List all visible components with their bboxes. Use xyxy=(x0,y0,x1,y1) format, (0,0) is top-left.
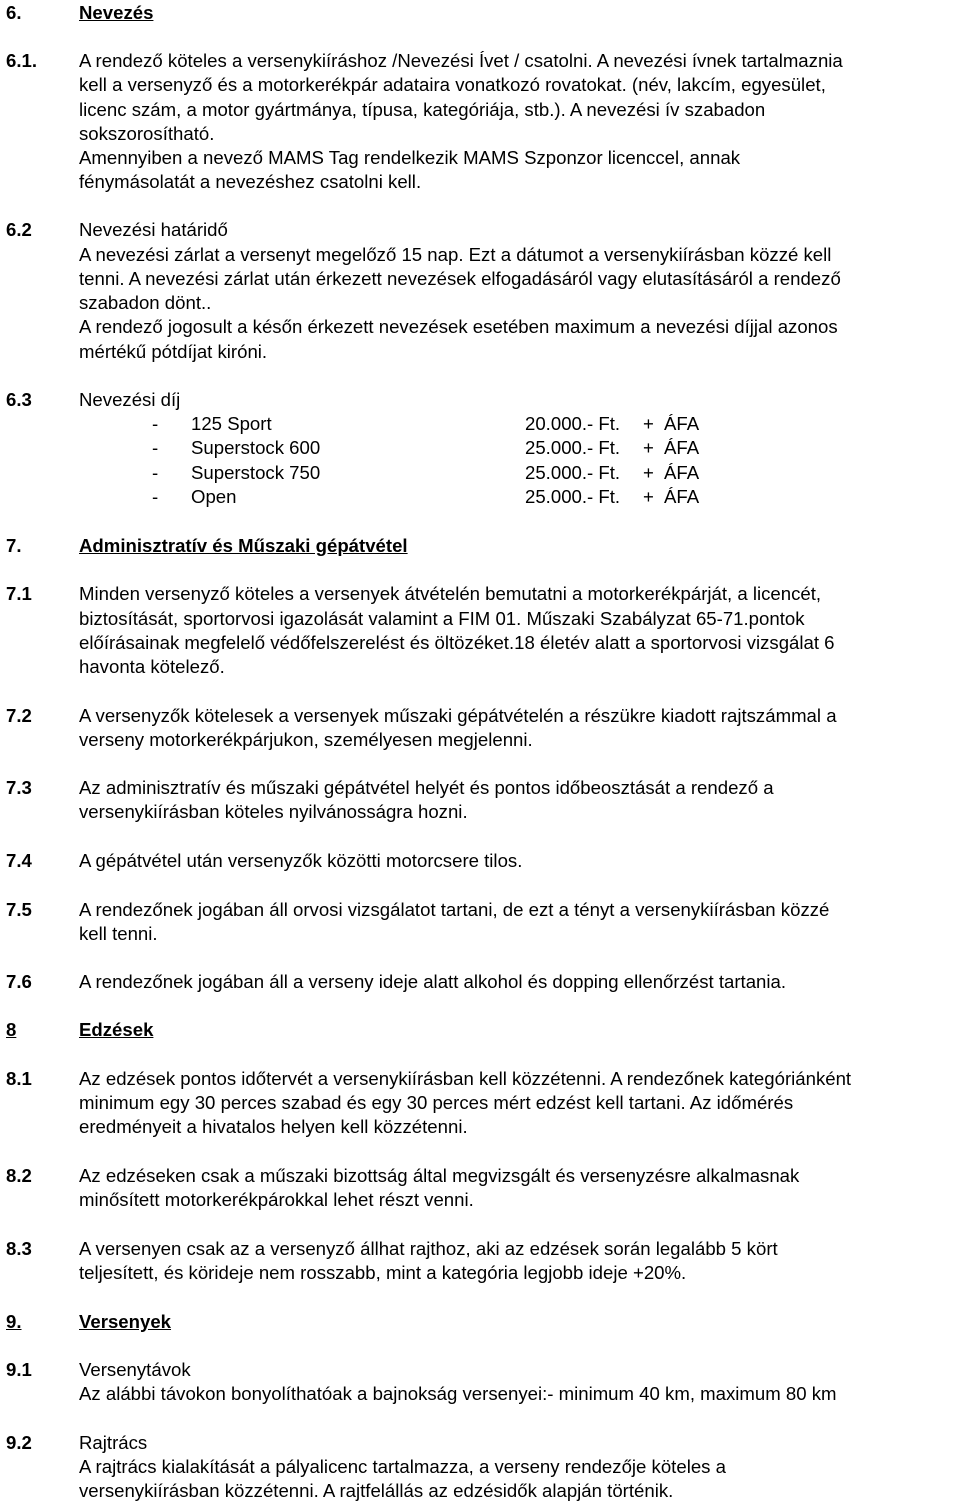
clause-9-1-title: Versenytávok xyxy=(79,1359,191,1380)
clause-8-2-number: 8.2 xyxy=(6,1165,32,1186)
fee-row-amount: 20.000.- Ft. xyxy=(525,413,621,434)
clause-8-3-number: 8.3 xyxy=(6,1238,32,1259)
clause-9-2-line: versenykiírásban közzétenni. A rajtfelállás az edzésidők alapján történik. xyxy=(79,1480,674,1501)
clause-7-2-number: 7.2 xyxy=(6,705,32,726)
section-7-title: Adminisztratív és Műszaki gépátvétel xyxy=(79,535,408,556)
clause-6-2-line: Nevezési határidő xyxy=(79,219,228,240)
clause-7-5-number: 7.5 xyxy=(6,899,32,920)
section-6-number: 6. xyxy=(6,2,22,23)
clause-7-2-line: A versenyzők kötelesek a versenyek műszaki gépátvételén a részükre kiadott rajtszámmal a xyxy=(79,705,837,726)
clause-7-3-line: Az adminisztratív és műszaki gépátvétel helyét és pontos időbeosztását a rendező a xyxy=(79,777,774,798)
fee-row-dash: - xyxy=(152,462,159,483)
fee-row-dash: - xyxy=(152,437,159,458)
fee-row-amount: 25.000.- Ft. xyxy=(525,486,621,507)
clause-8-1-line: eredményeit a hivatalos helyen kell közzétenni. xyxy=(79,1116,468,1137)
clause-6-2-number: 6.2 xyxy=(6,219,32,240)
fee-row-plus: + xyxy=(643,437,654,458)
clause-7-4-number: 7.4 xyxy=(6,850,32,871)
section-8-number: 8 xyxy=(6,1019,17,1040)
fee-row-plus: + xyxy=(643,413,654,434)
fee-row-amount: 25.000.- Ft. xyxy=(525,437,621,458)
clause-7-1-line: Minden versenyző köteles a versenyek átvételén bemutatni a motorkerékpárját, a licencét, xyxy=(79,583,822,604)
clause-7-5-line: A rendezőnek jogában áll orvosi vizsgálatot tartani, de ezt a tényt a versenykiírásban közzé xyxy=(79,899,830,920)
section-9-title: Versenyek xyxy=(79,1311,172,1332)
clause-7-5-line: kell tenni. xyxy=(79,923,158,944)
clause-6-1-number: 6.1. xyxy=(6,50,38,71)
clause-7-1-line: biztosítását, sportorvosi igazolását valamint a FIM 01. Műszaki Szabályzat 65-71.pontok xyxy=(79,608,805,629)
fee-row-plus: + xyxy=(643,462,654,483)
clause-9-1-line: Az alábbi távokon bonyolíthatóak a bajnokság versenyei:- minimum 40 km, maximum 80 km xyxy=(79,1383,837,1404)
clause-8-2-line: Az edzéseken csak a műszaki bizottság által megvizsgált és versenyzésre alkalmasnak xyxy=(79,1165,800,1186)
clause-6-2-line: A nevezési zárlat a versenyt megelőző 15 nap. Ezt a dátumot a versenykiírásban közzé kell xyxy=(79,244,832,265)
clause-8-3-line: A versenyen csak az a versenyző állhat rajthoz, aki az edzések során legalább 5 kört xyxy=(79,1238,778,1259)
clause-9-1-number: 9.1 xyxy=(6,1359,32,1380)
clause-6-1-line: sokszorosítható. xyxy=(79,123,215,144)
fee-row-vat: ÁFA xyxy=(664,486,700,507)
clause-8-1-line: Az edzések pontos időtervét a versenykiírásban kell közzétenni. A rendezőnek kategóriánként xyxy=(79,1068,852,1089)
clause-7-4-line: A gépátvétel után versenyzők közötti motorcsere tilos. xyxy=(79,850,523,871)
section-6-title: Nevezés xyxy=(79,2,154,23)
clause-6-2-line: tenni. A nevezési zárlat után érkezett nevezések elfogadásáról vagy elutasításáról a rendező xyxy=(79,268,841,289)
clause-6-1-line: Amennyiben a nevező MAMS Tag rendelkezik MAMS Szponzor licenccel, annak xyxy=(79,147,741,168)
clause-6-1-line: A rendező köteles a versenykiíráshoz /Nevezési Ívet / csatolni. A nevezési ívnek tartalmaznia xyxy=(79,50,843,71)
section-7-number: 7. xyxy=(6,535,22,556)
clause-7-6-line: A rendezőnek jogában áll a verseny ideje alatt alkohol és dopping ellenőrzést tartania. xyxy=(79,971,787,992)
clause-7-2-line: verseny motorkerékpárjukon, személyesen megjelenni. xyxy=(79,729,533,750)
fee-row-vat: ÁFA xyxy=(664,413,700,434)
clause-6-3-title: Nevezési díj xyxy=(79,389,181,410)
fee-row-vat: ÁFA xyxy=(664,462,700,483)
clause-8-1-number: 8.1 xyxy=(6,1068,32,1089)
fee-row-vat: ÁFA xyxy=(664,437,700,458)
clause-6-2-line: szabadon dönt.. xyxy=(79,292,212,313)
clause-6-2-line: A rendező jogosult a későn érkezett nevezések esetében maximum a nevezési díjjal azonos xyxy=(79,316,838,337)
fee-row-category: Open xyxy=(191,486,237,507)
fee-row-plus: + xyxy=(643,486,654,507)
section-9-number: 9. xyxy=(6,1311,22,1332)
fee-row-category: 125 Sport xyxy=(191,413,272,434)
fee-row-category: Superstock 750 xyxy=(191,462,321,483)
clause-9-2-number: 9.2 xyxy=(6,1432,32,1453)
clause-7-6-number: 7.6 xyxy=(6,971,32,992)
clause-6-2-line: mértékű pótdíjat kiróni. xyxy=(79,341,268,362)
clause-8-3-line: teljesített, és köridеje nem rosszabb, mint a kategória legjobb ideje +20%. xyxy=(79,1262,687,1283)
clause-6-1-line: fénymásolatát a nevezéshez csatolni kell. xyxy=(79,171,422,192)
clause-9-2-line: A rajtrács kialakítását a pályalicenc tartalmazza, a verseny rendezője köteles a xyxy=(79,1456,726,1477)
fee-row-dash: - xyxy=(152,486,159,507)
clause-7-3-line: versenykiírásban köteles nyilvánosságra hozni. xyxy=(79,801,468,822)
clause-7-1-line: előírásainak megfelelő védőfelszerelést és öltözéket.18 életév alatt a sportorvosi vizsgálat 6 xyxy=(79,632,835,653)
section-8-title: Edzések xyxy=(79,1019,154,1040)
clause-7-3-number: 7.3 xyxy=(6,777,32,798)
fee-row-dash: - xyxy=(152,413,159,434)
clause-7-1-line: havonta kötelező. xyxy=(79,656,225,677)
clause-7-1-number: 7.1 xyxy=(6,583,32,604)
clause-6-1-line: kell a versenyző és a motorkerékpár adataira vonatkozó rovatokat. (név, lakcím, egyesület, xyxy=(79,74,826,95)
clause-6-3-number: 6.3 xyxy=(6,389,32,410)
clause-6-1-line: licenc szám, a motor gyártmánya, típusa, kategóriája, stb.). A nevezési ív szabadon xyxy=(79,99,766,120)
fee-row-category: Superstock 600 xyxy=(191,437,321,458)
clause-8-1-line: minimum egy 30 perces szabad és egy 30 perces mért edzést kell tartani. Az időmérés xyxy=(79,1092,794,1113)
clause-8-2-line: minősített motorkerékpárokkal lehet részt venni. xyxy=(79,1189,474,1210)
clause-9-2-title: Rajtrács xyxy=(79,1432,148,1453)
fee-row-amount: 25.000.- Ft. xyxy=(525,462,621,483)
